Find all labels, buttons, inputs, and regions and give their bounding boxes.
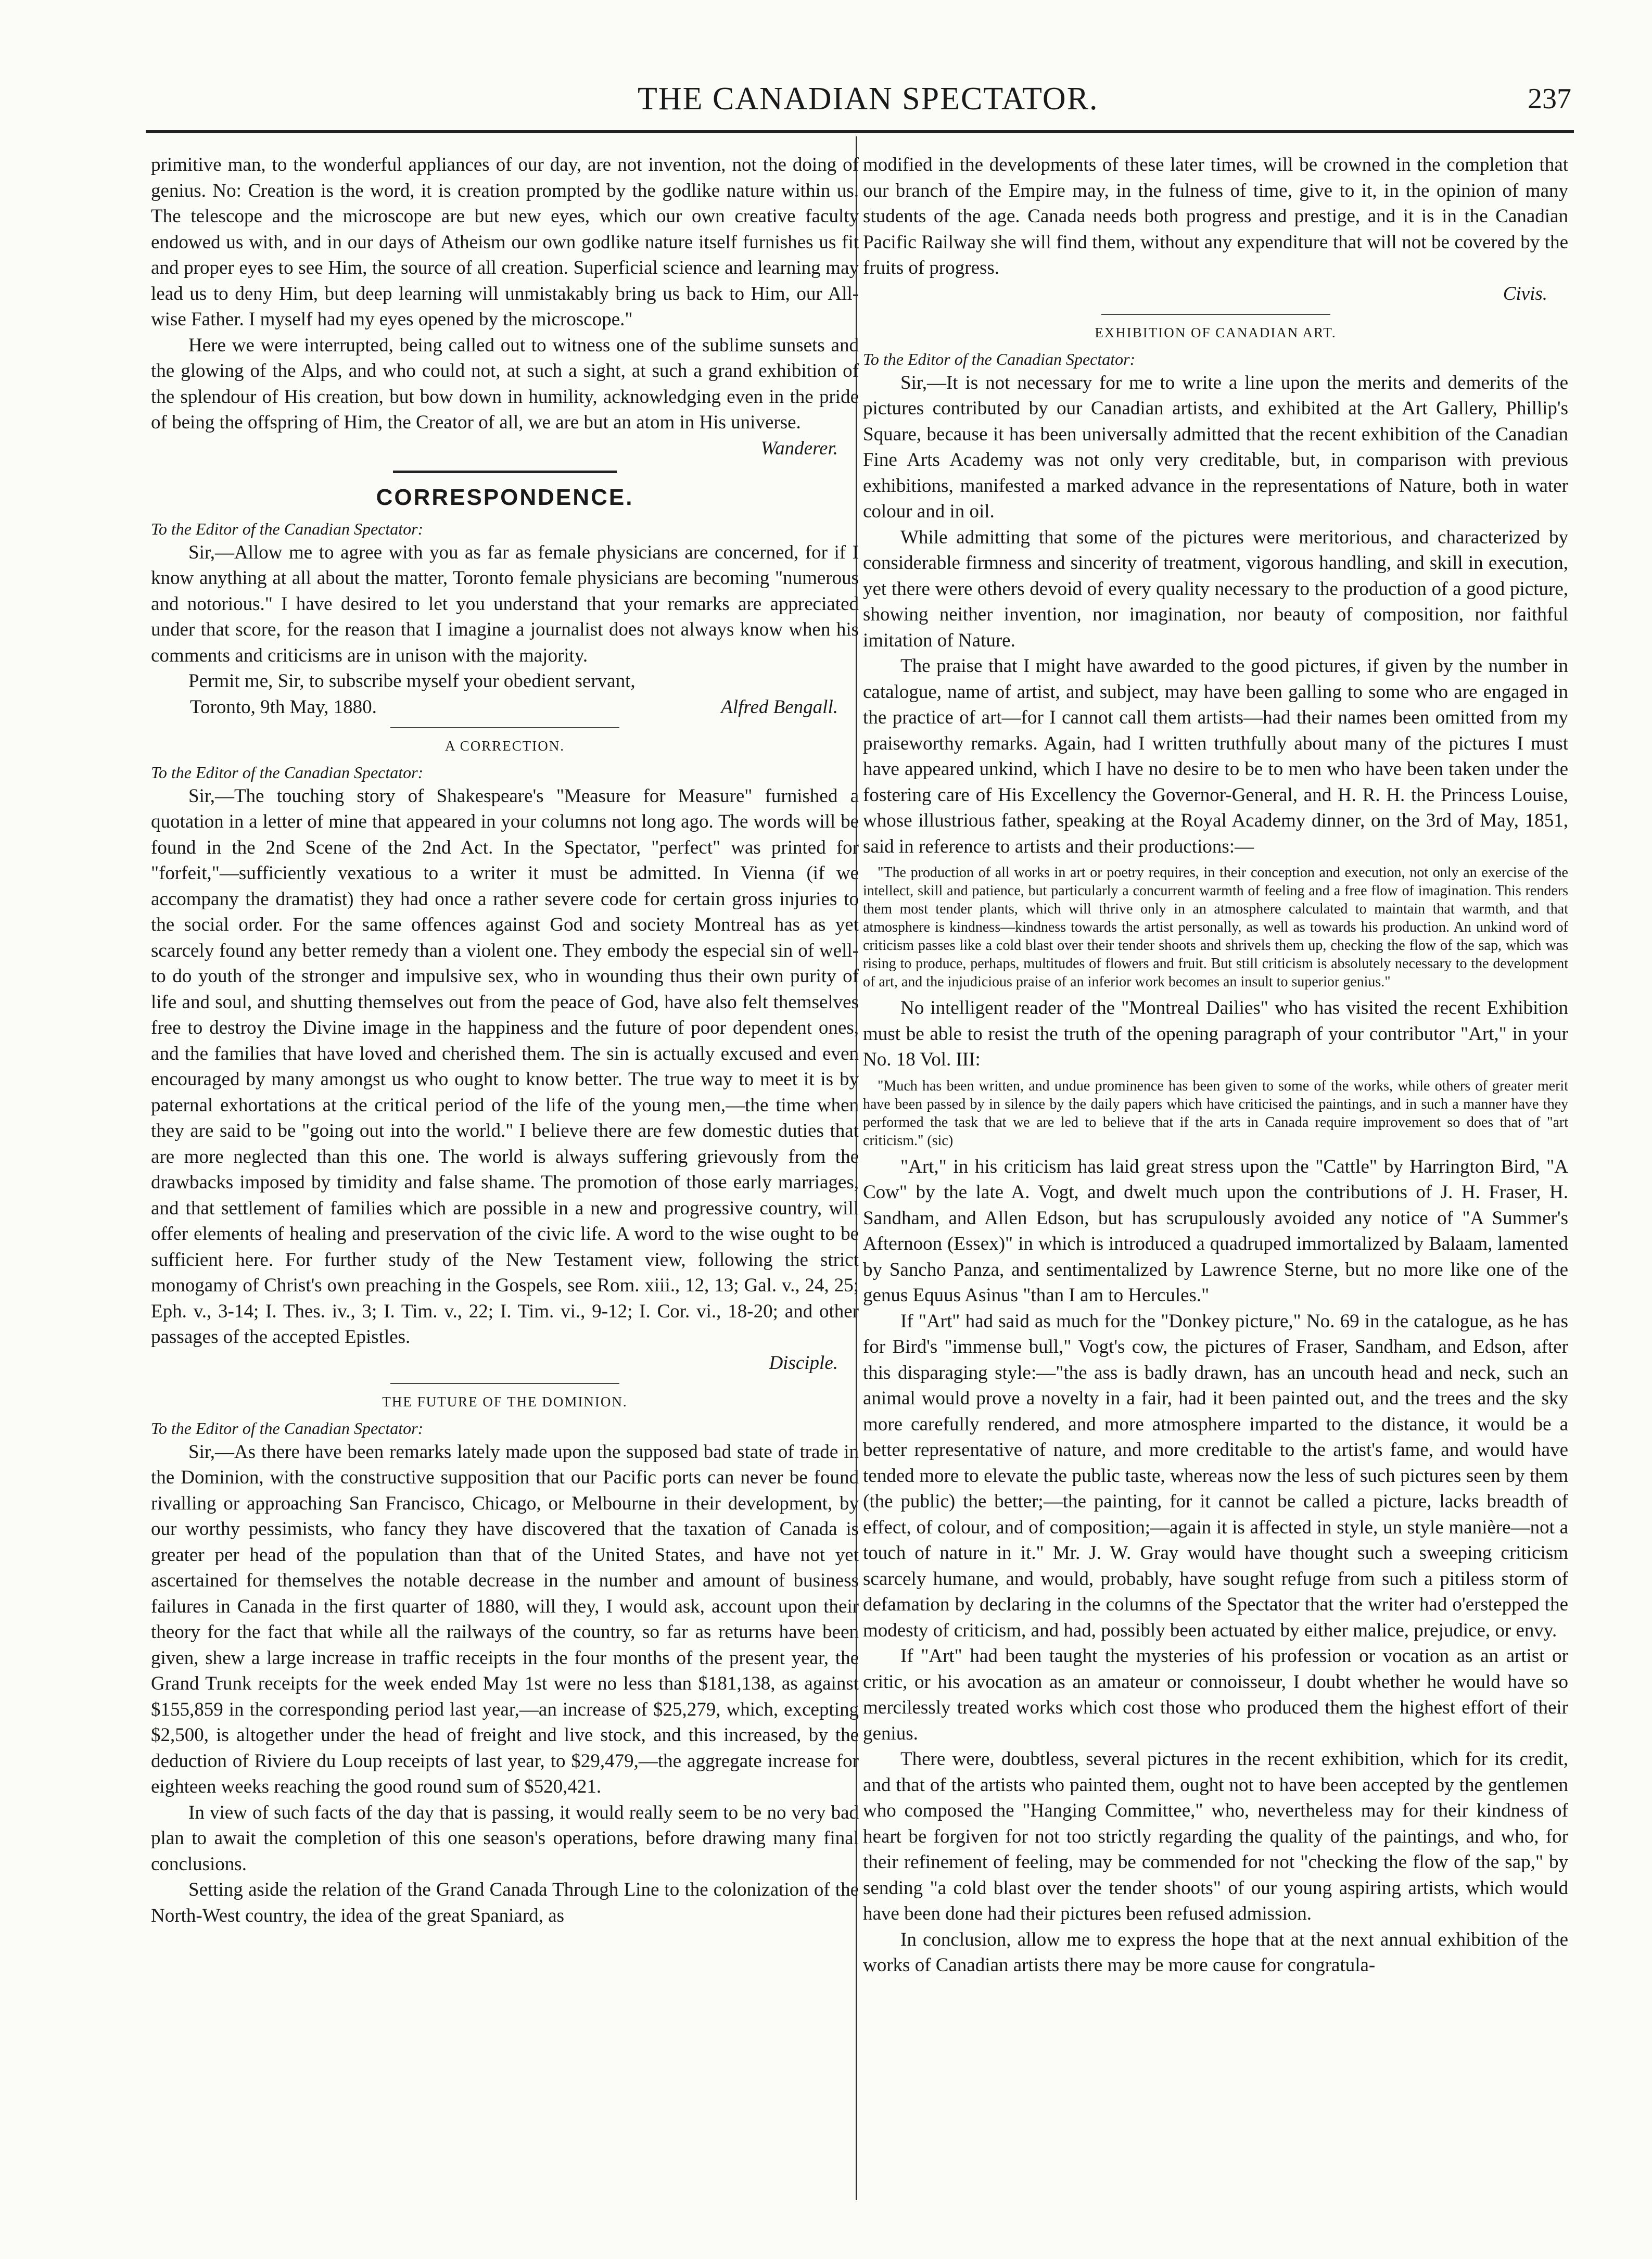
signature: Alfred Bengall. <box>721 696 838 718</box>
salutation: To the Editor of the Canadian Spectator: <box>151 1418 424 1438</box>
salutation: To the Editor of the Canadian Spectator: <box>151 519 424 538</box>
letter-body: Sir,—The touching story of Shakespeare's "Measure for Measure" furnished a quotation in a letter of mine that appeared in your columns not long ago. The words will be found in the 2nd Scene of the 2nd Act. In the Spectator, "perfect" was printed for "forfeit,"—sufficiently vexatious to a writer it must be admitted. In Vienna (if we accompany the dramatist) they had once a rather severe code for certain gross injuries to the social order. For the same offences against God and society Montreal has as yet scarcely found any better remedy than a violent one. They embody the especial sin of well-to do youth of the stronger and impulsive sex, who in wounding thus their own purity of life and soul, and shutting themselves out from the peace of God, have also felt themselves free to destroy the Divine image in the happiness and the future of poor dependent ones, and the families that have loved and cherished them. The sin is actually excused and even encouraged by many amongst us who ought to know better. The true way to meet it is by paternal exhortations at the critical period of the life of the young men,—the time when they are said to be "going out into the world." I believe there are few domestic duties that are more neglected than this one. The world is always suffering grievously from the drawbacks imposed by timidity and false shame. The promotion of those early marriages, and that settlement of families which are possible in a new and progressive country, will offer elements of healing and preservation of the civic life. A word to the wise ought to be sufficient here. For further study of the New Testament view, following the strict monogamy of Christ's own preaching in the Gospels, see Rom. xiii., 12, 13; Gal. v., 24, 25; Eph. v., 3-14; I. Thes. iv., 3; I. Tim. v., 22; I. Tim. vi., 9-12; I. Cor. vi., 18-20; and other passages of the accepted Epistles. <box>151 785 859 1348</box>
letter-body: While admitting that some of the pictures were meritorious, and characterized by considerable firmness and sincerity of treatment, vigorous handling, and skill in execution, yet there were others devoid of every quality necessary to the production of a good picture, showing neither invention, nor imagination, nor beauty of composition, nor faithful imitation of Nature. <box>863 526 1568 651</box>
letter-body: If "Art" had been taught the mysteries of his profession or vocation as an artist or critic, or his avocation as an amateur or connoisseur, I doubt whether he would have so mercilessly treated works which cost those who produced them the highest effort of their genius. <box>863 1645 1568 1744</box>
salutation: To the Editor of the Canadian Spectator: <box>151 763 424 782</box>
masthead-title: THE CANADIAN SPECTATOR. <box>638 81 1099 117</box>
continued-paragraph: Here we were interrupted, being called out to witness one of the sublime sunsets and the glowing of the Alps, and who could not, at such a sight, at such a grand exhibition of the splendour of His creation, but bow down in humility, acknowledging even in the pride of being the offspring of Him, the Creator of all, we are but an atom in His universe. <box>151 334 859 433</box>
letter-body: No intelligent reader of the "Montreal Dailies" who has visited the recent Exhibition must be able to resist the truth of the opening paragraph of your contributor "Art," in your No. 18 Vol. III: <box>863 997 1568 1070</box>
salutation: To the Editor of the Canadian Spectator: <box>863 349 1136 369</box>
left-column <box>151 152 859 1928</box>
letter-body: The praise that I might have awarded to the good pictures, if given by the number in catalogue, name of artist, and subject, may have been galling to some who are engaged in the practice of art—for I cannot call them artists—had their names been omitted from my praiseworthy remarks. Again, had I written truthfully about many of the pictures I must have appeared unkind, which I have no desire to be to men who have been taken under the fostering care of His Excellency the Governor-General, and H. R. H. the Princess Louise, whose illustrious father, speaking at the Royal Academy dinner, on the 3rd of May, 1851, said in reference to artists and their productions:— <box>863 655 1568 857</box>
letter-closing: Permit me, Sir, to subscribe myself your obedient servant, <box>188 670 636 692</box>
letter-heading: EXHIBITION OF CANADIAN ART. <box>1095 325 1337 340</box>
signature: Wanderer. <box>760 437 838 459</box>
section-rule <box>393 471 617 473</box>
place-date: Toronto, 9th May, 1880. <box>190 696 377 718</box>
letter-body: If "Art" had said as much for the "Donkey picture," No. 69 in the catalogue, as he has for Bird's "immense bull," Vogt's cow, the pictures of Fraser, Sandham, and Edson, after this disparaging style:—"the ass is badly drawn, has an uncouth head and neck, such an animal would prove a novelty in a fair, had it been painted out, and the trees and the sky more carefully rendered, and more atmosphere imparted to the distance, it would be a better representative of nature, and more creditable to the artist's fame, and would have tended more to elevate the public taste, whereas now the less of such pictures seen by them (the public) the better;—the painting, for it cannot be called a picture, lacks breadth of effect, of colour, and of composition;—again it is affected in style, un style manière—not a touch of nature in it." Mr. J. W. Gray would have thought such a sweeping criticism scarcely humane, and would, probably, have sought refuge from such a pitiless storm of defamation by declaring in the columns of the Spectator that the writer had o'erstepped the modesty of criticism, and had, possibly been actuated by either malice, prejudice, or envy. <box>863 1310 1568 1641</box>
letter-body: Sir,—It is not necessary for me to write a line upon the merits and demerits of the pictures contributed by our Canadian artists, and exhibited at the Art Gallery, Phillip's Square, because it has been universally admitted that the recent exhibition of the Canadian Fine Arts Academy was not only very creditable, but, in comparison with previous exhibitions, manifested a marked advance in the representations of Nature, both in water colour and in oil. <box>863 372 1568 522</box>
continued-paragraph: modified in the developments of these later times, will be crowned in the completion that our branch of the Empire may, in the fulness of time, give to it, in the opinion of many students of the age. Canada needs both progress and prestige, and it is in the Canadian Pacific Railway she will find them, without any expenditure that will not be covered by the fruits of progress. <box>863 154 1568 278</box>
right-column <box>863 152 1568 1978</box>
signature: Disciple. <box>769 1352 838 1374</box>
letter-body: There were, doubtless, several pictures in the recent exhibition, which for its credit, and that of the artists who painted them, ought not to have been accepted by the gentlemen who composed the "Hanging Committee," who, nevertheless may for their kindness of heart be forgiven for not too strictly regarding the quality of the paintings, and who, for their refinement of feeling, may be commended for not "checking the flow of the sap," by sending "a cold blast over the tender shoots" of our young aspiring artists, which would have been done had their pictures been refused admission. <box>863 1748 1568 1924</box>
letter-body: Sir,—Allow me to agree with you as far as female physicians are concerned, for if I know anything at all about the matter, Toronto female physicians are becoming "numerous and notorious." I have desired to let you understand that your remarks are appreciated under that score, for the reason that I imagine a journalist does not always know when his comments and criticisms are in unison with the majority. <box>151 541 859 666</box>
continued-paragraph: primitive man, to the wonderful appliances of our day, are not invention, not the doing of genius. No: Creation is the word, it is creation prompted by the godlike nature within us. The telescope and the microscope are but new eyes, which our own creative faculty endowed us with, and in our days of Atheism our own godlike nature itself furnishes us fit and proper eyes to see Him, the source of all creation. Superficial science and learning may lead us to deny Him, but deep learning will unmistakably bring us back to Him, our All-wise Father. I myself had my eyes opened by the microscope." <box>151 154 859 330</box>
letter-heading: THE FUTURE OF THE DOMINION. <box>382 1394 628 1410</box>
letter-body: In view of such facts of the day that is passing, it would really seem to be no very bad plan to await the completion of this one season's operations, before drawing many final conclusions. <box>151 1801 859 1875</box>
letter-body: "Art," in his criticism has laid great stress upon the "Cattle" by Harrington Bird, "A Cow" by the late A. Vogt, and dwelt much upon the contributions of J. H. Fraser, H. Sandham, and Allen Edson, but has scrupulously avoided any notice of "A Summer's Afternoon (Essex)" in which is introduced a quadruped immortalized by Balaam, lamented by Sancho Panza, and sentimentalized by Lawrence Sterne, but no more like one of the genus Equus Asinus "than I am to Hercules." <box>863 1156 1568 1306</box>
letter-rule <box>390 1383 619 1384</box>
letter-heading: A CORRECTION. <box>444 738 565 754</box>
letter-body: In conclusion, allow me to express the hope that at the next annual exhibition of the works of Canadian artists there may be more cause for congratula- <box>863 1928 1568 1976</box>
section-heading: CORRESPONDENCE. <box>376 485 634 510</box>
letter-rule <box>390 727 619 728</box>
letter-body: Sir,—As there have been remarks lately made upon the supposed bad state of trade in the Dominion, with the constructive supposition that our Pacific ports can never be found rivalling or approaching San Francisco, Chicago, or Melbourne in their development, by our worthy pessimists, who fancy they have discovered that the taxation of Canada is greater per head of the population than that of the United States, and have not yet ascertained for themselves the notable decrease in the number and amount of business failures in Canada in the first quarter of 1880, will they, I would ask, account upon their theory for the fact that while all the railways of the country, so far as returns have been given, shew a large increase in traffic receipts in the four months of the present year, the Grand Trunk receipts for the week ended May 1st were no less than $181,138, as against $155,859 in the corresponding period last year,—an increase of $25,279, which, excepting $2,500, is altogether under the head of freight and live stock, and this increased, by the deduction of Riviere du Loup receipts of last year, to $29,479,—the aggregate increase for eighteen weeks reaching the good round sum of $520,421. <box>151 1441 859 1797</box>
signature: Civis. <box>1503 283 1547 304</box>
letter-signoff <box>151 694 859 720</box>
letter-rule <box>1101 314 1330 315</box>
block-quote: "The production of all works in art or poetry requires, in their conception and execution, not only an exercise of the intellect, skill and patience, but particularly a concurrent warmth of feeling and a free flow of imagination. This renders them most tender plants, which will thrive only in an atmosphere calculated to maintain that warmth, and that atmosphere is kindness—kindness towards the artist personally, as well as towards his production. An unkind word of criticism passes like a cold blast over their tender shoots and shrivels them up, checking the flow of the sap, which was rising to produce, perhaps, multitudes of flowers and fruit. But still criticism is absolutely necessary to the development of art, and the injudicious praise of an inferior work becomes an insult to superior genius." <box>863 865 1568 990</box>
block-quote: "Much has been written, and undue prominence has been given to some of the works, while others of greater merit have been passed by in silence by the daily papers which have criticised the paintings, and in such a manner have they performed the task that we are led to believe that if the arts in Canada require improvement so does that of "art criticism." (sic) <box>863 1077 1568 1149</box>
header-rule <box>146 130 1574 133</box>
page-number: 237 <box>1528 83 1571 115</box>
letter-body: Setting aside the relation of the Grand Canada Through Line to the colonization of the North-West country, the idea of the great Spaniard, as <box>151 1879 859 1926</box>
